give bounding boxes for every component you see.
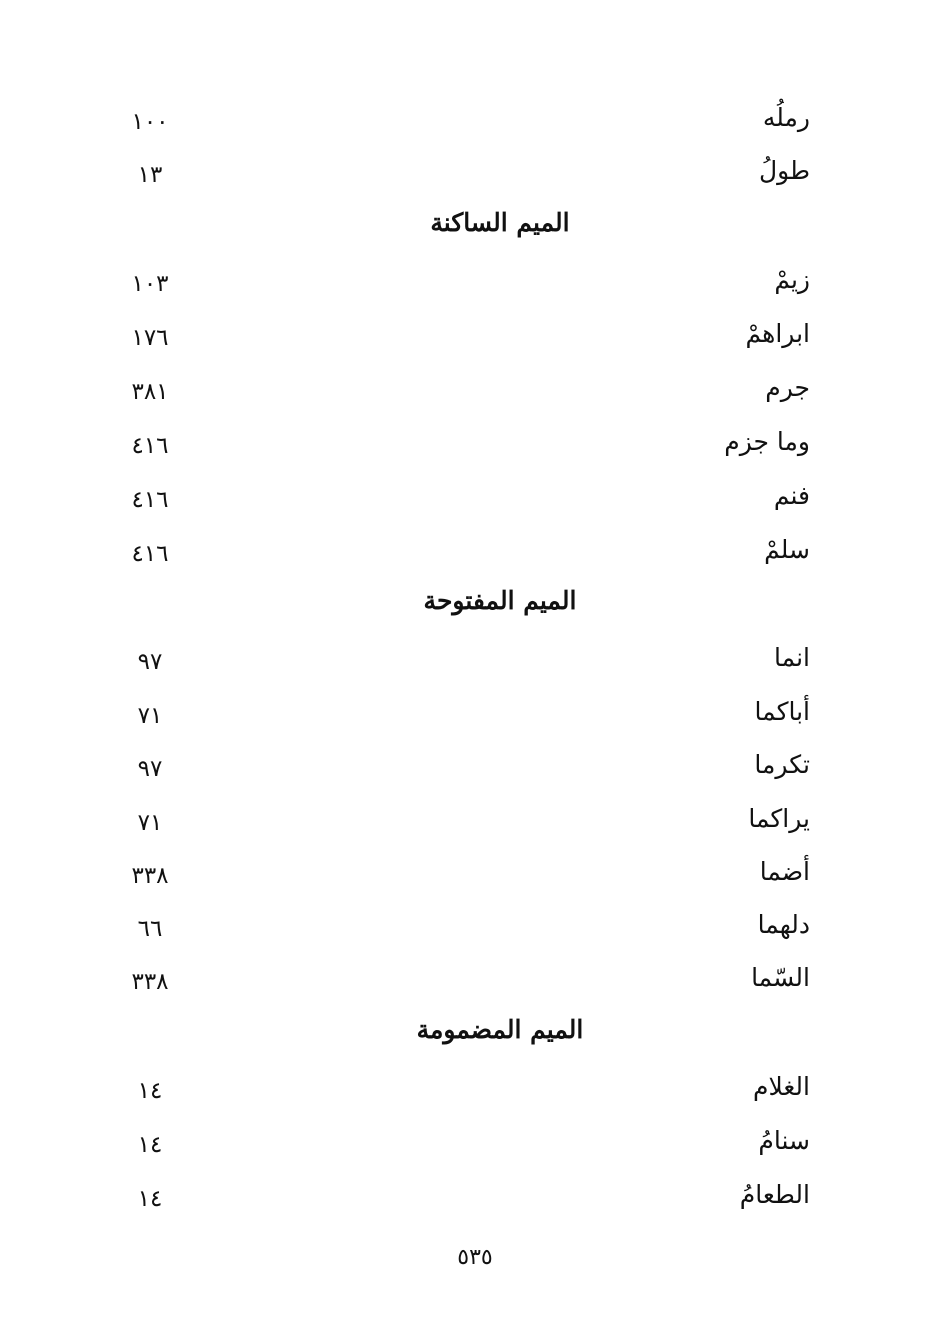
entry-page-number: ٤١٦ bbox=[131, 487, 169, 513]
entry-page-number: ١٤ bbox=[137, 1186, 163, 1212]
entry-page-number: ٣٣٨ bbox=[131, 969, 169, 995]
index-entry bbox=[110, 958, 820, 998]
index-entry bbox=[110, 530, 820, 570]
entry-word: انما bbox=[774, 643, 810, 672]
index-entry bbox=[110, 98, 820, 138]
index-entry bbox=[110, 422, 820, 462]
entry-page-number: ٣٣٨ bbox=[131, 863, 169, 889]
entry-page-number: ١٣ bbox=[137, 162, 163, 188]
index-entry bbox=[110, 638, 820, 678]
entry-page-number: ٧١ bbox=[137, 810, 163, 836]
index-entry bbox=[110, 260, 820, 300]
section-heading: الميم المضمومة bbox=[416, 1015, 584, 1044]
section-heading: الميم الساكنة bbox=[430, 208, 570, 237]
index-entry bbox=[110, 799, 820, 839]
entry-page-number: ٣٨١ bbox=[131, 379, 169, 405]
entry-page-number: ١٤ bbox=[137, 1078, 163, 1104]
index-entry bbox=[110, 151, 820, 191]
index-entry bbox=[110, 745, 820, 785]
entry-word: الطعامُ bbox=[739, 1180, 810, 1209]
entry-page-number: ٩٧ bbox=[137, 756, 163, 782]
index-entry bbox=[110, 314, 820, 354]
index-entry bbox=[110, 1067, 820, 1107]
page-number: ٥٣٥ bbox=[457, 1245, 493, 1270]
entry-word: فنم bbox=[773, 481, 810, 510]
entry-word: سنامُ bbox=[758, 1126, 810, 1155]
entry-word: أضما bbox=[759, 857, 810, 886]
entry-page-number: ١٧٦ bbox=[131, 325, 169, 351]
entry-page-number: ١٠٠ bbox=[131, 109, 169, 135]
index-entry bbox=[110, 1175, 820, 1215]
entry-word: طولُ bbox=[759, 156, 810, 185]
section-heading: الميم المفتوحة bbox=[423, 586, 577, 615]
entry-page-number: ٤١٦ bbox=[131, 541, 169, 567]
entry-word: زيمْ bbox=[774, 265, 810, 294]
entry-word: تكرما bbox=[754, 750, 810, 779]
index-entry bbox=[110, 852, 820, 892]
index-entry bbox=[110, 905, 820, 945]
entry-word: يراكما bbox=[748, 804, 810, 833]
entry-page-number: ١٤ bbox=[137, 1132, 163, 1158]
index-entry bbox=[110, 368, 820, 408]
entry-word: أباكما bbox=[754, 697, 810, 726]
index-entry bbox=[110, 692, 820, 732]
entry-word: سلمْ bbox=[764, 535, 810, 564]
entry-page-number: ٩٧ bbox=[137, 649, 163, 675]
entry-page-number: ٦٦ bbox=[137, 916, 163, 942]
entry-page-number: ٧١ bbox=[137, 703, 163, 729]
entry-word: السّما bbox=[751, 963, 810, 992]
entry-word: دلهما bbox=[757, 910, 810, 939]
entry-page-number: ٤١٦ bbox=[131, 433, 169, 459]
entry-page-number: ١٠٣ bbox=[131, 271, 169, 297]
index-entry bbox=[110, 1121, 820, 1161]
entry-word: وما جزم bbox=[724, 427, 810, 456]
entry-word: جرم bbox=[765, 373, 810, 402]
index-entry bbox=[110, 476, 820, 516]
entry-word: الغلام bbox=[752, 1072, 810, 1101]
entry-word: رملُه bbox=[762, 103, 810, 132]
entry-word: ابراهمْ bbox=[745, 319, 810, 348]
